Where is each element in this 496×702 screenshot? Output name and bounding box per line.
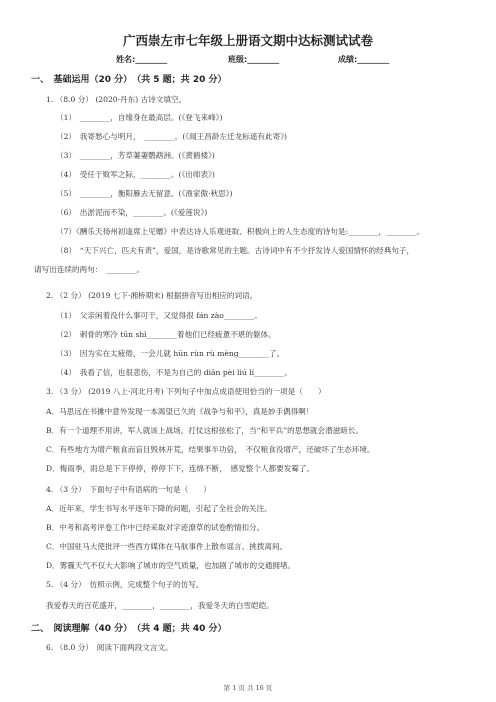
- question-3-option-d: D．梅雨季，雨总是下下停停，停停下下，连绵不断， 感觉整个人都要发霉了。: [46, 464, 315, 473]
- question-6: 6. （8.0 分） 阅读下面两段文言文。: [46, 643, 173, 652]
- question-3-option-b: B．有一个道理不用讲，军人就该上战场。打仗这根弦松了，当“和平兵”的思想就会潜滋暗长。: [46, 426, 364, 435]
- section-heading-reading: 二、 阅读理解（40 分） （共 4 题；共 40 分）: [31, 624, 227, 634]
- question-5-prompt: 我爱春天的百花盛开，________，________，我爱冬天的白雪皑皑。: [46, 601, 274, 610]
- question-1-sub-2: （2） 我寄愁心与明月， ________。(《闻王昌龄左迁龙标遥有此寄》): [56, 132, 287, 141]
- question-1-sub-6: （6） 出淤泥而不染，________。(《爱莲说》): [56, 208, 208, 217]
- question-2-sub-2: （2） 刺骨的寒冷 tūn shì________着他们已经疲惫不堪的躯体。: [56, 330, 276, 339]
- page-number: 第 1 页 共 16 页: [223, 684, 273, 692]
- question-2: 2. （2 分） (2019 七下·湘桥期末) 根据拼音写出相应的词语。: [46, 291, 258, 300]
- question-5: 5. （4 分） 仿照示例，完成整个句子的仿写。: [46, 580, 204, 589]
- question-4: 4. （3 分） 下面句子中有语病的一句是（ ）: [46, 485, 211, 494]
- question-4-option-c: C．中国驻马大使批评一些西方媒体在马航事件上散布谣言、挑拨离间。: [46, 542, 288, 551]
- question-4-option-a: A．近年来，学生书写水平逐年下降的问题，引起了全社会的关注。: [46, 504, 272, 513]
- question-2-sub-3: （3） 因为实在太疲倦，一会儿就 hūn rùn rù mèng________了。: [56, 349, 285, 358]
- question-4-option-b: B．中考和高考评卷工作中已经采取对字迹潦草的试卷酌情扣分。: [46, 523, 265, 532]
- question-1-sub-1: （1） ________，自缘身在最高层。(《登飞来峰》): [56, 113, 223, 122]
- question-2-sub-4: （4） 我看了信，也很悲伤，不是为自己的 diān pèi liú lí________。: [56, 368, 293, 377]
- section-heading-basic: 一、 基础运用（20 分） （共 5 题；共 20 分）: [31, 75, 227, 85]
- question-4-option-d: D．雾霾天气不仅大大影响了城市的空气质量，也加剧了城市的交通拥堵。: [46, 561, 296, 570]
- page-title: 广西崇左市七年级上册语文期中达标测试试卷: [122, 33, 373, 48]
- question-1-sub-3: （3） ________，芳草萋萋鹦鹉洲。(《黄鹤楼》): [56, 151, 215, 160]
- question-3-option-a: A．马思远在书摊中意外发现一本渴望已久的《战争与和平》，真是妙手偶得啊！: [46, 407, 314, 416]
- question-2-sub-1: （1） 父亲闲着没什么事可干，又觉得很 fán zào________。: [56, 311, 262, 320]
- question-1-sub-5: （5） ________，衡阳雁去无留意。(《渔家傲·秋思》): [56, 189, 233, 198]
- question-1-sub-8-cont: 请写出连续的两句： ________。: [34, 265, 145, 274]
- question-3-option-c: C．有些地方为增产粮食而盲目毁林开荒，结果事半功倍， 不仅粮食没增产，还破坏了生态环境。: [46, 445, 375, 454]
- question-1-sub-4: （4） 受任于败军之际，________。(《出师表》): [56, 170, 215, 179]
- question-1-sub-7: （7）《酬乐天扬州初逢席上见赠》中表达诗人乐观进取、积极向上的人生态度的诗句是:________，________。: [56, 227, 425, 236]
- class-field-label: 班级:________: [228, 55, 280, 64]
- question-1: 1. （8.0 分） (2020·丹东) 古诗文填空。: [46, 95, 187, 104]
- question-1-sub-8: （8） “天下兴亡，匹夫有责”，爱国，是诗歌常见的主题。古诗词中有不少抒发诗人爱国情怀的经典句子，: [56, 246, 415, 255]
- name-field-label: 姓名:________: [116, 55, 168, 64]
- score-field-label: 成绩:________: [338, 55, 390, 64]
- question-3: 3. （3 分） (2019 八上·河北月考) 下列句子中加点成语使用恰当的一项是（ ）: [46, 387, 326, 396]
